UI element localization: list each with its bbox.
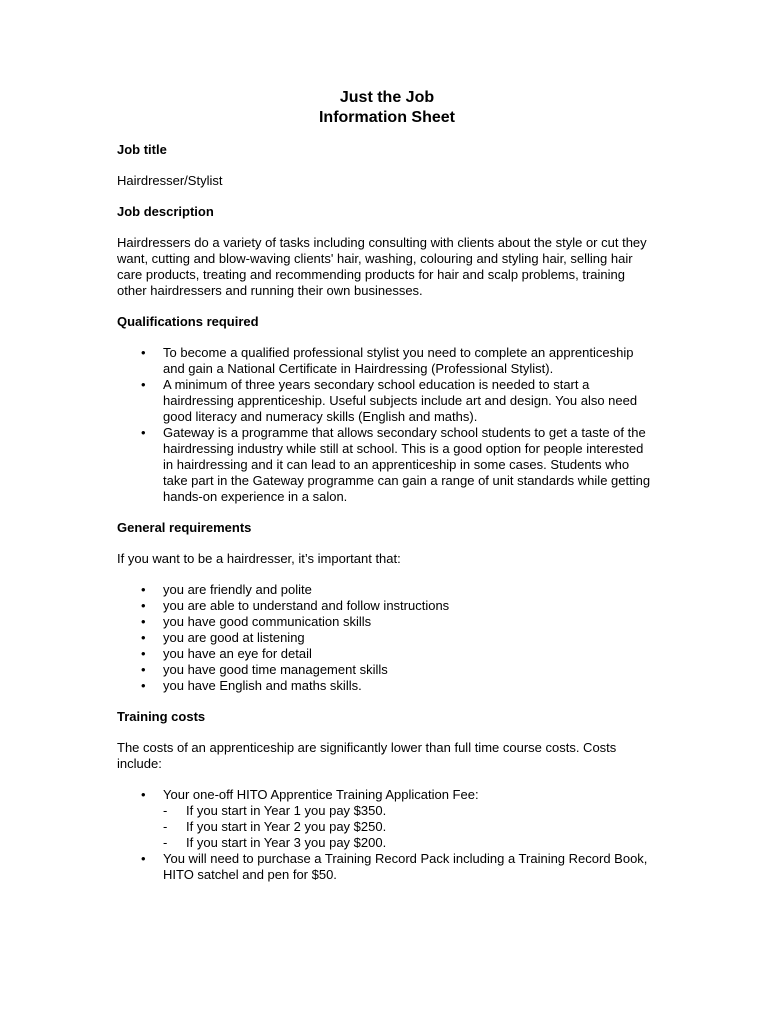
bullet-icon: • xyxy=(141,377,146,392)
list-item xyxy=(163,835,657,851)
bullet-icon: • xyxy=(141,614,146,629)
pack-item-text: You will need to purchase a Training Record Pack including a Training Record Book, HITO satchel and pen for $50. xyxy=(163,851,648,882)
list-item xyxy=(117,678,657,694)
job-title-heading: Job title xyxy=(117,142,167,157)
list-item xyxy=(117,377,657,425)
list-item xyxy=(117,630,657,646)
qualification-text: Gateway is a programme that allows secondary school students to get a taste of the hairdressing industry while still at school. This is a good option for people interested in hairdressing and it can lead to an apprenticeship in some cases. Students who take part in the Gateway programme can gain a range of unit standards while getting hands-on experience in a salon. xyxy=(163,425,651,504)
list-item xyxy=(117,851,657,883)
title-line-1: Just the Job xyxy=(339,89,435,106)
list-item xyxy=(117,345,657,377)
list-item xyxy=(117,662,657,678)
requirement-text: you are able to understand and follow instructions xyxy=(163,598,450,613)
document-page xyxy=(117,88,657,883)
requirement-text: you have an eye for detail xyxy=(163,646,312,661)
bullet-icon: • xyxy=(141,425,146,440)
list-item xyxy=(117,646,657,662)
job-description-heading: Job description xyxy=(117,204,214,219)
general-requirements-heading: General requirements xyxy=(117,520,252,535)
list-item xyxy=(163,819,657,835)
list-item xyxy=(117,582,657,598)
general-requirements-list xyxy=(117,582,657,694)
qualifications-heading: Qualifications required xyxy=(117,314,259,329)
list-item xyxy=(117,787,657,851)
fee-subitem-text: If you start in Year 2 you pay $250. xyxy=(186,819,387,834)
qualification-text: A minimum of three years secondary school education is needed to start a hairdressing apprenticeship. Useful subjects include art and design. You also need good literacy and numeracy skills (English and maths). xyxy=(163,377,638,424)
requirement-text: you have good communication skills xyxy=(163,614,372,629)
general-requirements-intro: If you want to be a hairdresser, it’s important that: xyxy=(117,551,401,566)
bullet-icon: • xyxy=(141,630,146,645)
list-item xyxy=(163,803,657,819)
document-title xyxy=(117,88,657,128)
bullet-icon: • xyxy=(141,345,146,360)
list-item xyxy=(117,598,657,614)
job-title-value: Hairdresser/Stylist xyxy=(117,173,223,188)
requirement-text: you are friendly and polite xyxy=(163,582,312,597)
bullet-icon: • xyxy=(141,646,146,661)
dash-icon: - xyxy=(163,803,168,818)
training-costs-heading: Training costs xyxy=(117,709,206,724)
title-line-2: Information Sheet xyxy=(318,109,455,126)
requirement-text: you are good at listening xyxy=(163,630,305,645)
qualification-text: To become a qualified professional stylist you need to complete an apprenticeship and gain a National Certificate in Hairdressing (Professional Stylist). xyxy=(163,345,634,376)
fee-item-text: Your one-off HITO Apprentice Training Application Fee: xyxy=(163,787,479,802)
bullet-icon: • xyxy=(141,662,146,677)
bullet-icon: • xyxy=(141,678,146,693)
fee-sublist xyxy=(163,803,657,851)
dash-icon: - xyxy=(163,835,168,850)
job-description-text: Hairdressers do a variety of tasks including consulting with clients about the style or cut they want, cutting and blow-waving clients' hair, washing, colouring and styling hair, selling hair care products, treating and recommending products for hair and scalp problems, training other hairdressers and running their own businesses. xyxy=(117,235,647,298)
bullet-icon: • xyxy=(141,787,146,802)
fee-subitem-text: If you start in Year 1 you pay $350. xyxy=(186,803,387,818)
requirement-text: you have good time management skills xyxy=(163,662,388,677)
training-costs-list xyxy=(117,787,657,883)
requirement-text: you have English and maths skills. xyxy=(163,678,362,693)
fee-subitem-text: If you start in Year 3 you pay $200. xyxy=(186,835,387,850)
bullet-icon: • xyxy=(141,582,146,597)
dash-icon: - xyxy=(163,819,168,834)
list-item xyxy=(117,425,657,505)
training-costs-intro: The costs of an apprenticeship are significantly lower than full time course costs. Costs include: xyxy=(117,740,617,771)
list-item xyxy=(117,614,657,630)
bullet-icon: • xyxy=(141,851,146,866)
bullet-icon: • xyxy=(141,598,146,613)
qualifications-list xyxy=(117,345,657,505)
